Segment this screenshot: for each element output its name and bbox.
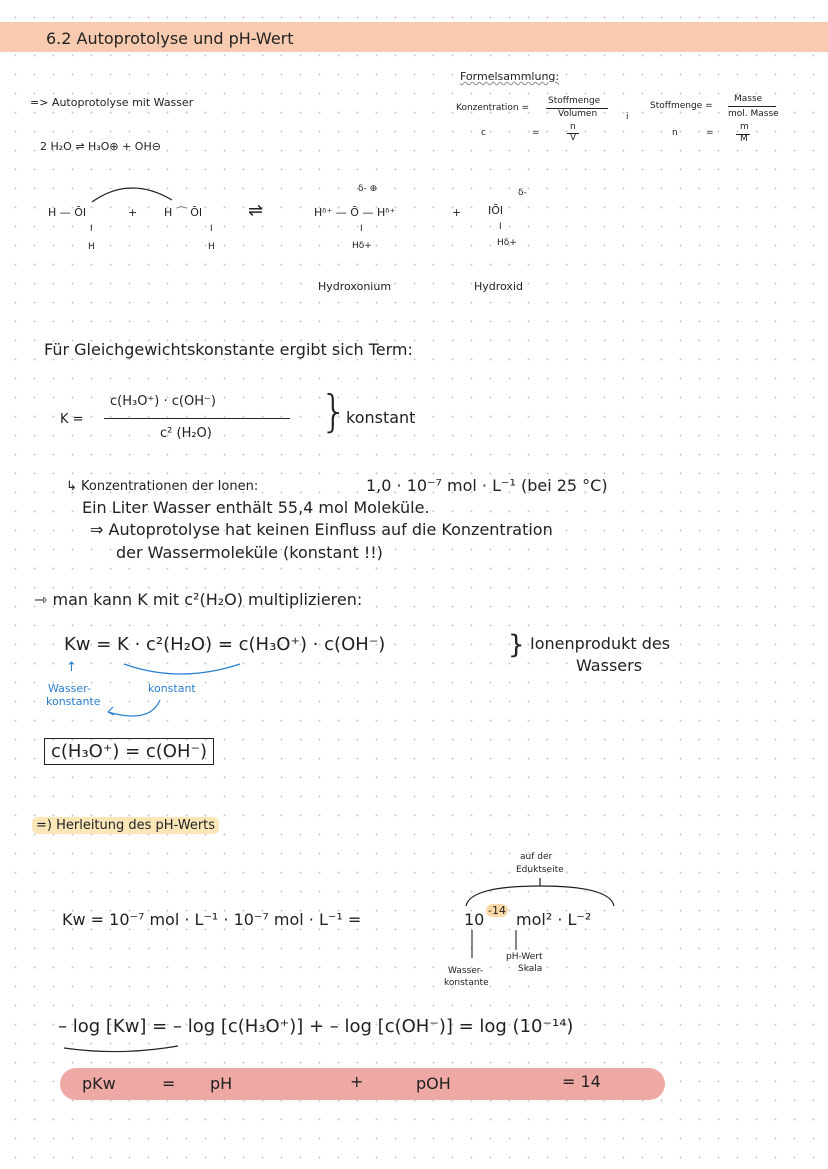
edukt-label-line2: Eduktseite bbox=[516, 865, 564, 875]
ph-scale-line1: pH-Wert bbox=[506, 952, 543, 962]
konz-sym-den: V bbox=[570, 133, 577, 143]
sum-fourteen: = 14 bbox=[562, 1072, 601, 1091]
water1-top: H — ŌI bbox=[48, 206, 87, 219]
stoff-sym-num: m bbox=[740, 122, 749, 132]
log-equation: – log [Kw] = – log [c(H₃O⁺)] + – log [c(OH⁻)] = log (10⁻¹⁴) bbox=[58, 1016, 574, 1037]
konz-sym-left: c bbox=[481, 128, 486, 138]
equilibrium-intro: Für Gleichgewichtskonstante ergibt sich Term: bbox=[44, 340, 413, 359]
equal-concentrations-box: c(H₃O⁺) = c(OH⁻) bbox=[44, 738, 214, 765]
hydroxide-bond: I bbox=[499, 222, 502, 232]
water1-bond: I bbox=[90, 224, 93, 234]
konz-den: Volumen bbox=[558, 109, 598, 119]
stoff-label: Stoffmenge = bbox=[650, 101, 713, 111]
kw-calculation-left: Kw = 10⁻⁷ mol · L⁻¹ · 10⁻⁷ mol · L⁻¹ = bbox=[62, 910, 362, 929]
stoff-sym-left: n bbox=[672, 128, 678, 138]
hydroxide-top: IŌI bbox=[488, 204, 504, 217]
k-constant-label: konstant bbox=[346, 408, 416, 427]
k-brace: } bbox=[320, 386, 348, 437]
equilibrium-arrow: ⇌ bbox=[248, 200, 264, 221]
stoff-den: mol. Masse bbox=[728, 109, 779, 119]
k-symbol: K = bbox=[60, 412, 84, 427]
ph-scale-line2: Skala bbox=[518, 964, 543, 974]
formula-separator: i bbox=[626, 112, 629, 122]
hydronium-bond: I bbox=[360, 224, 363, 234]
autoprotolysis-equation: 2 H₂O ⇌ H₃O⊕ + OH⊖ bbox=[40, 140, 161, 153]
page-title: 6.2 Autoprotolyse und pH-Wert bbox=[46, 29, 294, 48]
kw-unit: mol² · L⁻² bbox=[516, 910, 592, 929]
plus-1: + bbox=[128, 206, 138, 219]
pkw-equals: = bbox=[162, 1074, 176, 1093]
liter-water-note: Ein Liter Wasser enthält 55,4 mol Moleküle. bbox=[82, 498, 430, 517]
wasserkonstante2-line1: Wasser- bbox=[448, 966, 484, 976]
stoff-sym-eq: = bbox=[706, 128, 714, 138]
ionenprodukt-line1: Ionenprodukt des bbox=[530, 634, 671, 653]
water-molecules-note: der Wassermoleküle (konstant !!) bbox=[116, 543, 383, 562]
plus-2: + bbox=[452, 206, 462, 219]
formula-heading: Formelsammlung: bbox=[460, 70, 560, 83]
kw-arrow-up: ↑ bbox=[66, 660, 77, 675]
konz-sym-num: n bbox=[570, 122, 576, 132]
stoff-sym-den: M bbox=[740, 134, 748, 144]
konz-sym-eq: = bbox=[532, 128, 540, 138]
ph-plus: + bbox=[350, 1072, 364, 1091]
kw-exponent: -14 bbox=[488, 904, 506, 917]
wasserkonstante2-line2: konstante bbox=[444, 978, 489, 988]
pkw-term: pKw bbox=[82, 1074, 116, 1093]
wasserkonstante-line2: konstante bbox=[46, 695, 101, 708]
kw-brace: } bbox=[508, 630, 525, 660]
hydroxide-h: Hδ+ bbox=[497, 238, 517, 248]
k-numerator: c(H₃O⁺) · c(OH⁻) bbox=[110, 394, 216, 409]
hydronium-charge: δ- ⊕ bbox=[358, 184, 378, 194]
wasserkonstante-line1: Wasser- bbox=[48, 682, 91, 695]
konstant-blue-label: konstant bbox=[148, 682, 196, 695]
stoff-num: Masse bbox=[734, 94, 763, 104]
kw-equation: Kw = K · c²(H₂O) = c(H₃O⁺) · c(OH⁻) bbox=[64, 634, 386, 655]
ions-concentration-label: ↳ Konzentrationen der Ionen: bbox=[66, 479, 259, 494]
no-influence-note: ⇒ Autoprotolyse hat keinen Einfluss auf die Konzentration bbox=[90, 520, 553, 539]
hydronium-top: Hᵟ⁺ — Ō — Hᵟ⁺ bbox=[314, 206, 396, 219]
hydroxid-label: Hydroxid bbox=[474, 280, 523, 293]
water2-top: H ⌒ ŌI bbox=[164, 206, 203, 219]
section2-heading: =) Herleitung des pH-Werts bbox=[32, 817, 219, 834]
konz-num: Stoffmenge bbox=[548, 96, 601, 106]
ionenprodukt-line2: Wassers bbox=[576, 656, 643, 675]
hydronium-h: Hδ+ bbox=[352, 241, 372, 251]
edukt-label-line1: auf der bbox=[520, 852, 553, 862]
hydroxonium-label: Hydroxonium bbox=[318, 280, 392, 293]
ph-term: pH bbox=[210, 1074, 233, 1093]
water2-h: H bbox=[208, 242, 215, 252]
hydroxide-charge: δ- bbox=[518, 188, 527, 198]
section1-heading: => Autoprotolyse mit Wasser bbox=[30, 96, 194, 109]
poh-term: pOH bbox=[416, 1074, 451, 1093]
ions-concentration-value: 1,0 · 10⁻⁷ mol · L⁻¹ (bei 25 °C) bbox=[366, 476, 608, 495]
multiply-note: ⇾ man kann K mit c²(H₂O) multiplizieren: bbox=[34, 590, 363, 609]
water1-h: H bbox=[88, 242, 95, 252]
k-denominator: c² (H₂O) bbox=[160, 426, 212, 441]
kw-base: 10 bbox=[464, 910, 485, 929]
konz-label: Konzentration = bbox=[456, 103, 530, 113]
water2-bond: I bbox=[210, 224, 213, 234]
